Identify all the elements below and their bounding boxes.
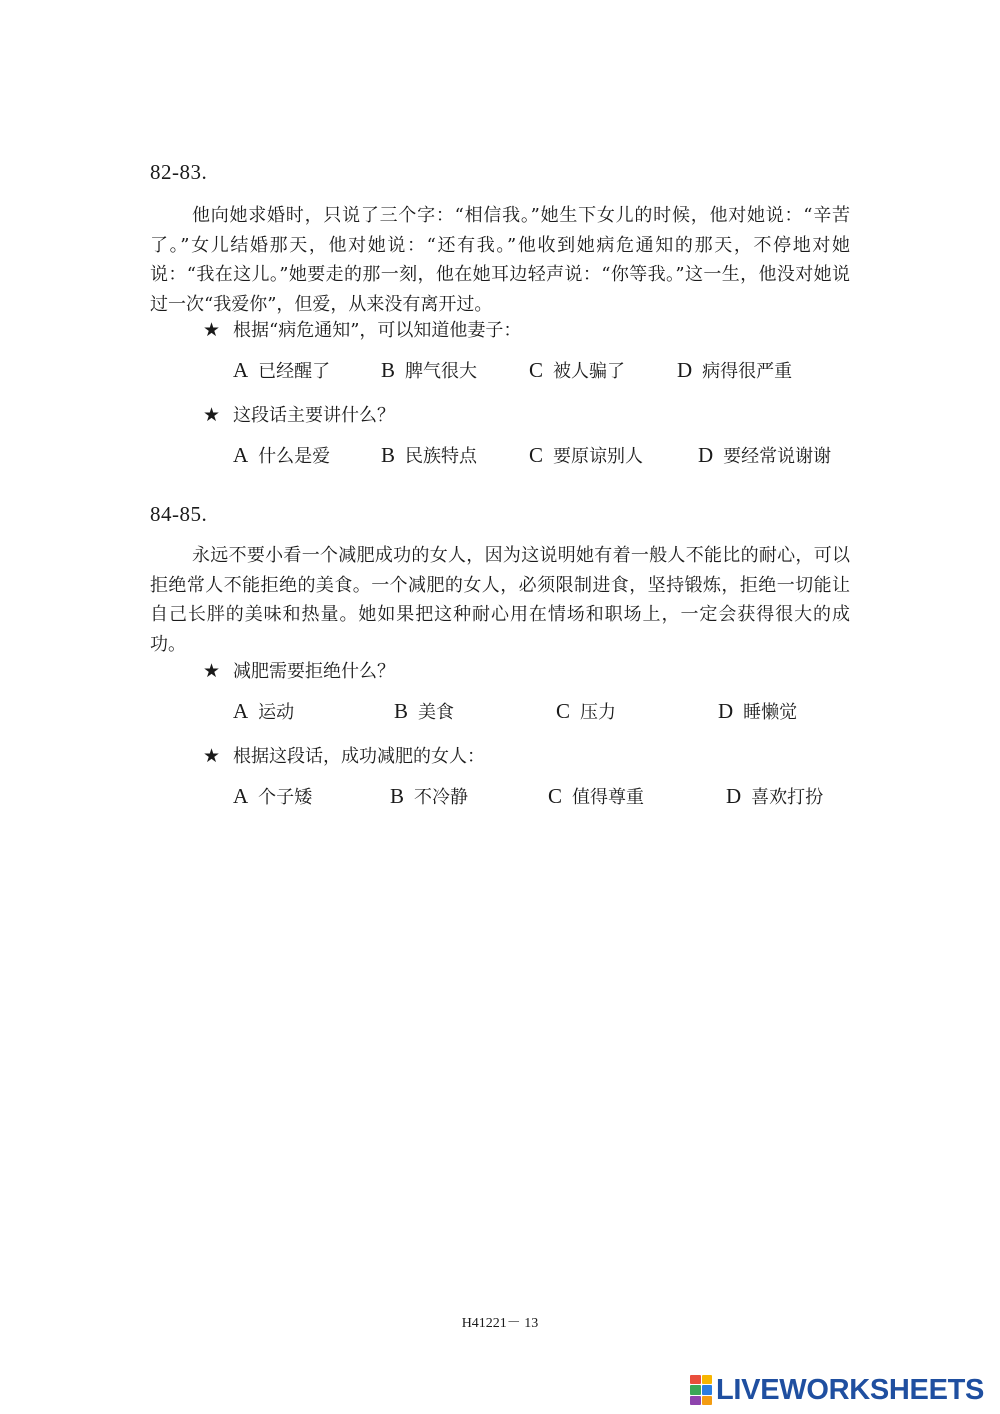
option-d[interactable]: D 睡懒觉	[718, 699, 798, 723]
star-icon: ★	[203, 404, 221, 426]
question-84	[203, 659, 395, 684]
option-a[interactable]: A 已经醒了	[233, 358, 331, 382]
liveworksheets-logo	[690, 1373, 984, 1407]
option-a[interactable]: A 什么是爱	[233, 443, 331, 467]
section-number: 82-83.	[150, 160, 208, 184]
option-c[interactable]: C 要原谅别人	[529, 443, 644, 467]
star-icon: ★	[203, 745, 221, 767]
section-number: 84-85.	[150, 502, 208, 526]
liveworksheets-mark-icon	[690, 1375, 712, 1405]
star-icon: ★	[203, 319, 221, 341]
question-text: 根据“病危通知”，可以知道他妻子：	[233, 320, 522, 341]
option-d[interactable]: D 病得很严重	[677, 358, 793, 382]
question-text: 减肥需要拒绝什么？	[233, 661, 395, 682]
question-83	[203, 403, 395, 428]
option-c[interactable]: C 压力	[556, 699, 617, 723]
option-a[interactable]: A 运动	[233, 699, 295, 723]
liveworksheets-wordmark: LIVEWORKSHEETS	[716, 1373, 985, 1406]
question-85	[203, 744, 485, 769]
option-b[interactable]: B 不冷静	[390, 784, 469, 808]
option-b[interactable]: B 民族特点	[381, 443, 478, 467]
reading-passage: 他向她求婚时，只说了三个字：“相信我。”她生下女儿的时候，他对她说：“辛苦了。”女儿结婚那天，他对她说：“还有我。”他收到她病危通知的那天，不停地对她说：“我在这儿。”她要走的那一刻，他在她耳边轻声说：“你等我。”这一生，他没对她说过一次“我爱你”，但爱，从来没有离开过。	[150, 205, 850, 315]
option-d[interactable]: D 喜欢打扮	[726, 784, 824, 808]
option-b[interactable]: B 脾气很大	[381, 358, 478, 382]
option-d[interactable]: D 要经常说谢谢	[698, 443, 832, 467]
question-text: 根据这段话，成功减肥的女人：	[233, 746, 485, 767]
option-a[interactable]: A 个子矮	[233, 784, 313, 808]
question-text: 这段话主要讲什么？	[233, 405, 395, 426]
question-82	[203, 318, 521, 343]
star-icon: ★	[203, 660, 221, 682]
option-c[interactable]: C 值得尊重	[548, 784, 645, 808]
option-b[interactable]: B 美食	[394, 699, 455, 723]
option-c[interactable]: C 被人骗了	[529, 358, 626, 382]
page-footer: H41221－ 13	[461, 1316, 539, 1331]
reading-passage: 永远不要小看一个减肥成功的女人，因为这说明她有着一般人不能比的耐心，可以拒绝常人不能拒绝的美食。一个减肥的女人，必须限制进食，坚持锻炼，拒绝一切能让自己长胖的美味和热量。她如果把这种耐心用在情场和职场上，一定会获得很大的成功。	[150, 545, 850, 655]
